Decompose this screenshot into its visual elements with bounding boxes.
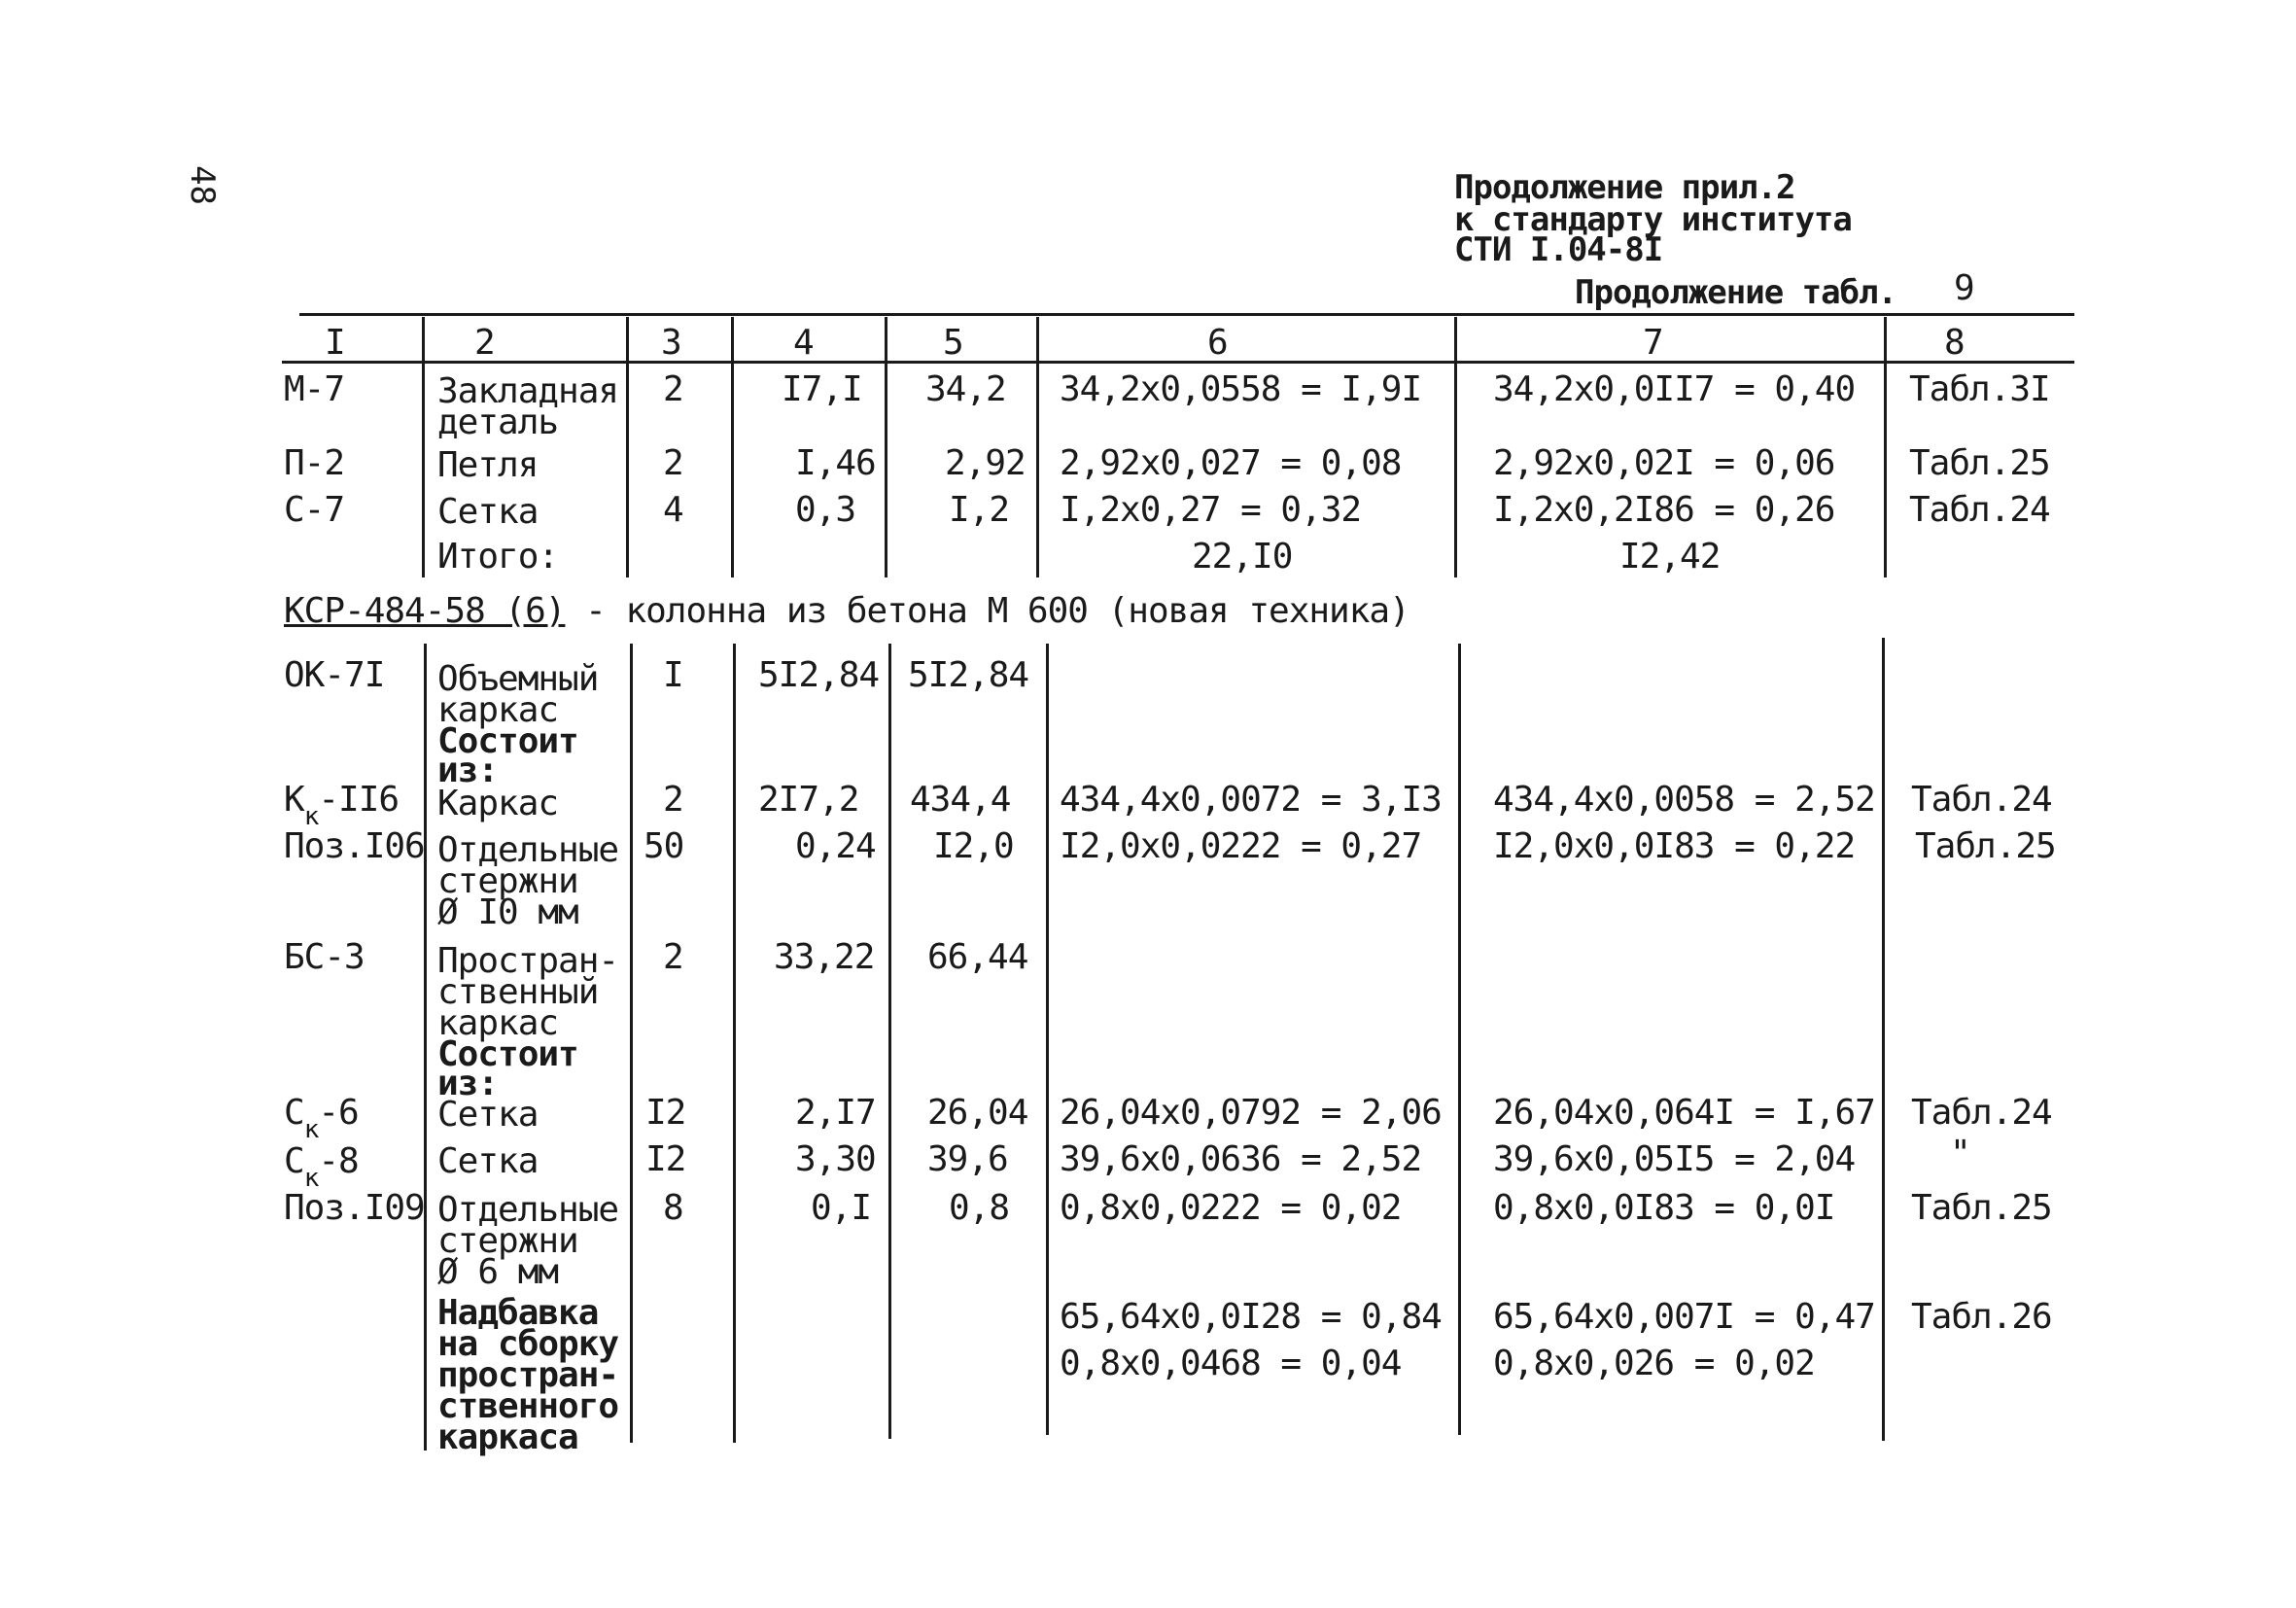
row-qty: I2 — [645, 1139, 686, 1179]
header-rule — [282, 361, 2074, 364]
row-reference: Табл.3I — [1909, 369, 2050, 409]
standard-code: СТИ I.04-8I — [1454, 230, 1663, 269]
section-title — [284, 591, 1409, 631]
row-total-mass: 39,6 — [927, 1139, 1008, 1179]
row-code: П-2 — [284, 443, 345, 483]
row-name: Закладная — [437, 371, 619, 411]
row-name: Петля — [437, 445, 539, 485]
table-number: 9 — [1954, 268, 1974, 308]
column-header: 2 — [474, 323, 496, 363]
row-calc-6: 34,2x0,0558 = I,9I — [1060, 369, 1422, 409]
row-code-subscript: к — [303, 1164, 319, 1193]
column-header: I — [325, 323, 346, 363]
col-divider — [888, 644, 891, 1439]
row-name-composition: из: — [437, 1064, 499, 1103]
col-divider — [1454, 317, 1457, 577]
row-reference: Табл.24 — [1911, 1093, 2052, 1133]
row-code: Поз.I09 — [284, 1188, 425, 1228]
col-divider — [424, 644, 427, 1451]
row-name-composition: Состоит — [437, 1034, 578, 1074]
row-name: деталь — [437, 402, 559, 442]
row-reference: Табл.24 — [1909, 490, 2050, 530]
row-name: Надбавка — [437, 1293, 599, 1333]
row-name: Отдельные — [437, 1190, 619, 1230]
row-qty: 2 — [663, 443, 683, 483]
total-label: Итого: — [437, 537, 559, 577]
row-total-mass: 26,04 — [927, 1093, 1028, 1133]
column-header: 6 — [1207, 323, 1229, 363]
row-calc-7: 0,8x0,0I83 = 0,0I — [1493, 1188, 1835, 1228]
row-reference: Табл.24 — [1911, 780, 2052, 820]
total-col-6: 22,I0 — [1192, 537, 1293, 577]
row-code-rest: -II6 — [318, 780, 400, 820]
row-name: простран- — [437, 1355, 619, 1395]
section-description: - колонна из бетона М 600 (новая техника) — [565, 591, 1409, 631]
total-col-7: I2,42 — [1619, 537, 1721, 577]
row-qty: 8 — [663, 1188, 683, 1228]
row-calc-7: 2,92x0,02I = 0,06 — [1493, 443, 1835, 483]
row-code-rest: -6 — [318, 1093, 359, 1133]
row-calc-7: 26,04x0,064I = I,67 — [1493, 1093, 1875, 1133]
row-calc-7: 39,6x0,05I5 = 2,04 — [1493, 1139, 1856, 1179]
row-qty: 2 — [663, 369, 683, 409]
row-code: С-7 — [284, 490, 345, 530]
row-name: ственный — [437, 972, 599, 1012]
row-calc-6: 434,4x0,0072 = 3,I3 — [1060, 780, 1442, 820]
row-code-subscript: к — [303, 1115, 319, 1144]
row-calc-6: 65,64x0,0I28 = 0,84 — [1060, 1297, 1442, 1337]
row-code-main: К — [284, 780, 304, 820]
row-total-mass: 66,44 — [927, 937, 1028, 977]
row-unit-mass: 2,I7 — [795, 1093, 876, 1133]
top-rule — [299, 313, 2074, 316]
row-qty: I — [663, 655, 683, 695]
row-code: М-7 — [284, 369, 345, 409]
col-divider — [1046, 644, 1049, 1435]
col-divider — [1882, 638, 1885, 1441]
row-calc-7: I,2x0,2I86 = 0,26 — [1493, 490, 1835, 530]
row-total-mass: 2,92 — [945, 443, 1026, 483]
column-header: 8 — [1944, 323, 1966, 363]
row-name: Каркас — [437, 784, 559, 823]
row-code-subscript: к — [303, 802, 319, 831]
row-reference: Табл.26 — [1911, 1297, 2052, 1337]
row-unit-mass: 0,I — [811, 1188, 872, 1228]
row-calc-6: 2,92x0,027 = 0,08 — [1060, 443, 1402, 483]
col-divider — [630, 644, 633, 1443]
row-qty: I2 — [645, 1093, 686, 1133]
row-name: Отдельные — [437, 830, 619, 870]
row-name: Сетка — [437, 1095, 539, 1135]
row-calc-6: I2,0x0,0222 = 0,27 — [1060, 826, 1422, 866]
row-name: Ø I0 мм — [437, 892, 578, 932]
row-name: каркаса — [437, 1417, 578, 1457]
column-header: 4 — [793, 323, 815, 363]
row-code-rest: -8 — [318, 1141, 359, 1181]
row-name-composition: Состоит — [437, 721, 578, 761]
row-code-main: С — [284, 1141, 304, 1181]
page-number: 48 — [183, 165, 222, 205]
row-code: ОК-7I — [284, 655, 385, 695]
row-unit-mass: I7,I — [782, 369, 862, 409]
standard-reference: к стандарту института — [1454, 200, 1852, 239]
col-divider — [626, 317, 629, 577]
row-name: на сборку — [437, 1324, 619, 1364]
table-continuation-caption: Продолжение табл. — [1575, 273, 1896, 312]
appendix-continuation: Продолжение прил.2 — [1454, 168, 1795, 207]
row-calc-6: 26,04x0,0792 = 2,06 — [1060, 1093, 1442, 1133]
row-calc-6: 0,8x0,0222 = 0,02 — [1060, 1188, 1402, 1228]
row-name: Сетка — [437, 1141, 539, 1181]
row-name: Простран- — [437, 941, 619, 981]
row-name-composition: из: — [437, 751, 499, 790]
row-unit-mass: 5I2,84 — [758, 655, 880, 695]
row-name: каркас — [437, 690, 559, 730]
row-calc-6: 0,8x0,0468 = 0,04 — [1060, 1344, 1402, 1383]
col-divider — [422, 317, 425, 577]
col-divider — [733, 644, 736, 1443]
section-code: КСР-484-58 (6) — [284, 591, 566, 631]
col-divider — [731, 317, 734, 577]
row-calc-6: I,2x0,27 = 0,32 — [1060, 490, 1362, 530]
row-total-mass: 434,4 — [910, 780, 1011, 820]
row-reference: Табл.25 — [1911, 1188, 2052, 1228]
row-code — [284, 1093, 359, 1144]
row-calc-7: 0,8x0,026 = 0,02 — [1493, 1344, 1815, 1383]
row-name: ственного — [437, 1386, 619, 1426]
row-total-mass: I2,0 — [933, 826, 1014, 866]
row-calc-7: 65,64x0,007I = 0,47 — [1493, 1297, 1875, 1337]
row-total-mass: I,2 — [949, 490, 1010, 530]
row-qty: 4 — [663, 490, 683, 530]
row-code: БС-3 — [284, 937, 365, 977]
col-divider — [885, 317, 887, 577]
row-qty: 2 — [663, 780, 683, 820]
row-total-mass: 0,8 — [949, 1188, 1010, 1228]
row-unit-mass: 3,30 — [795, 1139, 876, 1179]
row-qty: 50 — [644, 826, 684, 866]
col-divider — [1884, 317, 1887, 577]
row-unit-mass: 2I7,2 — [758, 780, 859, 820]
row-name: стержни — [437, 861, 578, 901]
row-name: Сетка — [437, 492, 539, 532]
row-code-main: С — [284, 1093, 304, 1133]
row-name: каркас — [437, 1003, 559, 1043]
row-calc-6: 39,6x0,0636 = 2,52 — [1060, 1139, 1422, 1179]
row-reference: Табл.25 — [1909, 443, 2050, 483]
row-unit-mass: 0,3 — [795, 490, 856, 530]
row-calc-7: I2,0x0,0I83 = 0,22 — [1493, 826, 1856, 866]
row-name: стержни — [437, 1221, 578, 1261]
col-divider — [1458, 644, 1461, 1435]
row-code — [284, 780, 400, 831]
row-code — [284, 1141, 359, 1193]
row-reference-ditto: " — [1950, 1134, 1970, 1173]
row-name: Ø 6 мм — [437, 1252, 559, 1292]
column-header: 3 — [661, 323, 682, 363]
row-unit-mass: I,46 — [795, 443, 876, 483]
column-header: 7 — [1643, 323, 1664, 363]
row-total-mass: 34,2 — [925, 369, 1006, 409]
row-calc-7: 34,2x0,0II7 = 0,40 — [1493, 369, 1856, 409]
row-reference: Табл.25 — [1915, 826, 2056, 866]
row-unit-mass: 0,24 — [795, 826, 876, 866]
row-calc-7: 434,4x0,0058 = 2,52 — [1493, 780, 1875, 820]
col-divider — [1036, 317, 1039, 577]
column-header: 5 — [943, 323, 964, 363]
row-total-mass: 5I2,84 — [908, 655, 1029, 695]
row-name: Объемный — [437, 659, 599, 699]
row-qty: 2 — [663, 937, 683, 977]
row-code: Поз.I06 — [284, 826, 425, 866]
row-unit-mass: 33,22 — [774, 937, 875, 977]
